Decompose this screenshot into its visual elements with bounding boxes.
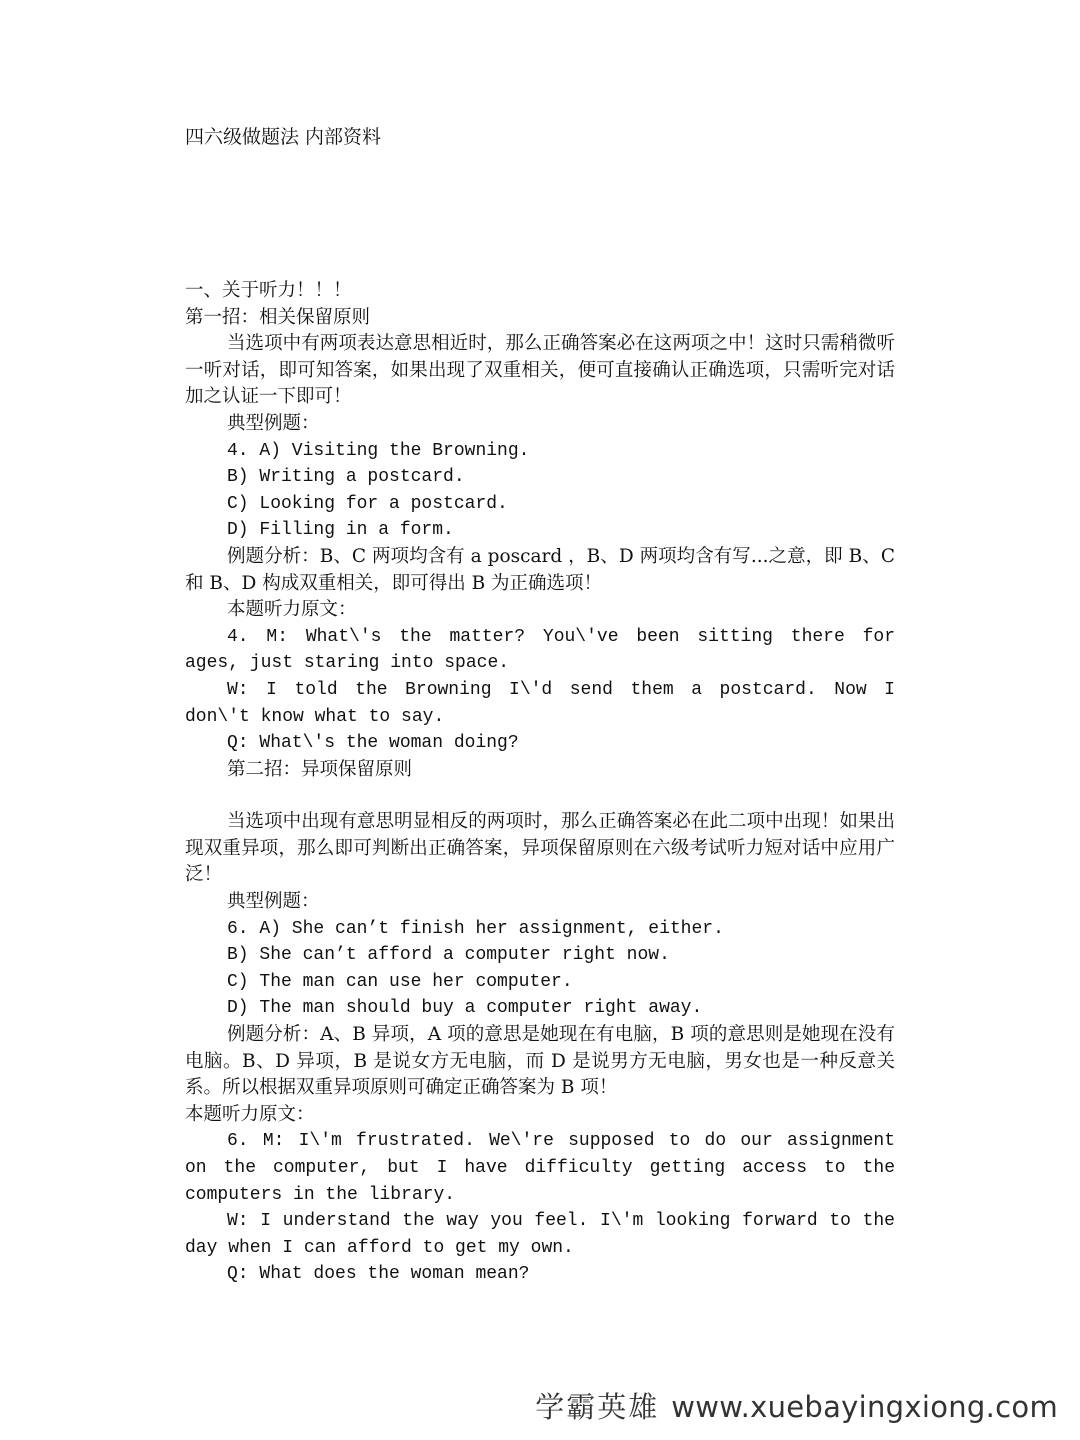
tip2-option-a: 6. A) She can’t finish her assignment, either. — [227, 918, 724, 939]
tip2-option-d: D) The man should buy a computer right away. — [227, 998, 703, 1019]
tip2-option-b: B) She can’t afford a computer right now. — [227, 945, 670, 966]
watermark-brand: 学霸英雄 — [535, 1390, 660, 1424]
tip1-script-question: Q: What\'s the woman doing? — [227, 733, 519, 754]
tip2-analysis: 例题分析：A、B 异项，A 项的意思是她现在有电脑，B 项的意思则是她现在没有电脑。B、D 异项，B 是说女方无电脑，而 D 是说男方无电脑，男女也是一种反意关系。所以根据双重异项原则可确定正确答案为 B 项！ — [185, 1024, 895, 1099]
tip2-script-question: Q: What does the woman mean? — [227, 1264, 530, 1285]
site-watermark — [535, 1385, 1058, 1426]
tip2-script-man: 6. M: I\'m frustrated. We\'re supposed to do our assignment on the computer, but I have difficulty getting access to the computers in the library. — [185, 1131, 895, 1205]
tip1-option-b: B) Writing a postcard. — [227, 467, 465, 488]
paragraph-gap — [185, 783, 895, 809]
tip2-script-label: 本题听力原文： — [185, 1103, 315, 1125]
tip2-example-label: 典型例题： — [227, 891, 320, 913]
watermark-url: www.xuebayingxiong.com — [671, 1390, 1058, 1424]
document-body — [185, 278, 895, 1288]
tip1-option-c: C) Looking for a postcard. — [227, 493, 508, 514]
tip1-description: 当选项中有两项表达意思相近时，那么正确答案必在这两项之中！这时只需稍微听一听对话，即可知答案，如果出现了双重相关，便可直接确认正确选项，只需听完对话加之认证一下即可！ — [185, 333, 895, 408]
tip1-script-label: 本题听力原文： — [227, 599, 357, 621]
tip1-example-label: 典型例题： — [227, 412, 320, 434]
tip1-heading: 第一招：相关保留原则 — [185, 306, 371, 328]
tip2-description: 当选项中出现有意思明显相反的两项时，那么正确答案必在此二项中出现！如果出现双重异项，那么即可判断出正确答案，异项保留原则在六级考试听力短对话中应用广泛！ — [185, 811, 895, 886]
document-title: 四六级做题法 内部资料 — [185, 126, 382, 148]
tip2-heading: 第二招：异项保留原则 — [227, 758, 413, 780]
tip1-analysis: 例题分析：B、C 两项均含有 a poscard ，B、D 两项均含有写...之意，即 B、C 和 B、D 构成双重相关，即可得出 B 为正确选项！ — [185, 545, 895, 594]
section-heading: 一、关于听力！！！ — [185, 280, 352, 301]
tip2-option-c: C) The man can use her computer. — [227, 971, 573, 992]
tip2-script-woman: W: I understand the way you feel. I\'m looking forward to the day when I can afford to get my own. — [185, 1211, 895, 1258]
tip1-script-woman: W: I told the Browning I\'d send them a postcard. Now I don\'t know what to say. — [185, 679, 895, 727]
tip1-option-a: 4. A) Visiting the Browning. — [227, 440, 530, 461]
tip1-script-man: 4. M: What\'s the matter? You\'ve been sitting there for ages, just staring into space. — [185, 626, 895, 674]
tip1-option-d: D) Filling in a form. — [227, 520, 454, 541]
